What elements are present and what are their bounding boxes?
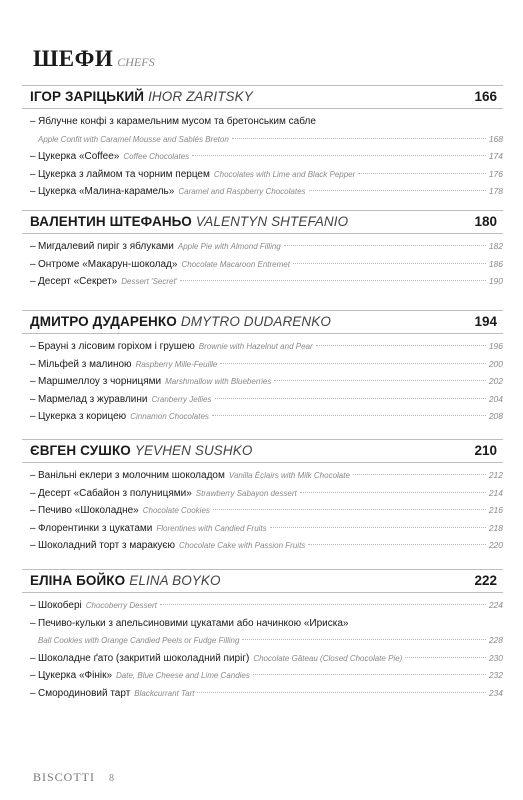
recipe-title-en: Chocoberry Dessert bbox=[85, 601, 157, 610]
recipe-entry[interactable] bbox=[30, 341, 503, 359]
bullet-icon: – bbox=[30, 186, 36, 198]
recipe-title-ua: Цукерка з лаймом та чорним перцем bbox=[38, 168, 210, 180]
recipe-title-en: Chocolate Cookies bbox=[142, 506, 210, 516]
bullet-icon: – bbox=[30, 376, 36, 388]
recipe-page-number: 212 bbox=[488, 470, 503, 480]
recipe-title-ua: Мигдалевий пиріг з яблуками bbox=[38, 241, 174, 252]
recipe-entry[interactable] bbox=[30, 116, 503, 151]
leader-dots bbox=[212, 415, 486, 416]
recipe-list bbox=[30, 241, 503, 294]
page-title-en: CHEFS bbox=[117, 55, 155, 69]
recipe-title-en: Chocolate Gâteau (Closed Chocolate Pie) bbox=[253, 653, 403, 663]
chef-section bbox=[22, 439, 503, 558]
recipe-title-ua: Десерт «Сабайон з полуницями» bbox=[38, 487, 192, 499]
bullet-icon: – bbox=[30, 652, 36, 664]
bullet-icon: – bbox=[30, 505, 36, 517]
leader-dots bbox=[316, 345, 486, 346]
chef-name-en: ELINA BOYKO bbox=[129, 573, 221, 588]
recipe-title-ua: Онтроме «Макарун-шоколад» bbox=[38, 258, 178, 270]
recipe-title-ua: Цукерка з корицею bbox=[38, 411, 127, 423]
recipe-page-number: 204 bbox=[488, 393, 503, 404]
recipe-title-en: Marshmallow with Blueberries bbox=[165, 377, 272, 387]
recipe-title-ua: Цукерка «Фінік» bbox=[38, 670, 113, 682]
recipe-title-en: Dessert 'Secret' bbox=[121, 277, 178, 287]
chef-name bbox=[30, 443, 252, 458]
recipe-title-en: Florentines with Candied Fruits bbox=[156, 523, 267, 533]
recipe-title-ua: Смородиновий тарт bbox=[38, 687, 131, 699]
recipe-title-ua: Яблучне конфі з карамельним мусом та бретонським сабле bbox=[38, 116, 316, 127]
recipe-title-ua: Цукерка «Малина-карамель» bbox=[38, 186, 175, 198]
recipe-title-en: Date, Blue Cheese and Lime Candies bbox=[116, 671, 250, 681]
bullet-icon: – bbox=[30, 487, 36, 499]
chef-header bbox=[22, 210, 503, 234]
chef-page-number: 194 bbox=[474, 314, 497, 329]
recipe-entry[interactable] bbox=[30, 600, 503, 618]
recipe-title-ua: Ванільні еклери з молочним шоколадом bbox=[38, 470, 225, 481]
recipe-entry[interactable] bbox=[30, 618, 503, 653]
bullet-icon: – bbox=[30, 116, 36, 127]
leader-dots bbox=[284, 245, 486, 246]
recipe-page-number: 178 bbox=[488, 186, 503, 197]
leader-dots bbox=[270, 527, 486, 528]
page-title-ua: ШЕФИ bbox=[33, 46, 114, 71]
recipe-title-en: Blackcurrant Tart bbox=[134, 688, 195, 698]
bullet-icon: – bbox=[30, 670, 36, 682]
chef-section bbox=[22, 210, 503, 294]
recipe-title-ua: Печиво-кульки з апельсиновими цукатами або начинкою «Ириска» bbox=[38, 617, 349, 629]
recipe-page-number: 196 bbox=[488, 341, 503, 351]
recipe-title-en: Chocolate Cake with Passion Fruits bbox=[179, 541, 306, 551]
chef-name-ua: ДМИТРО ДУДАРЕНКО bbox=[30, 314, 177, 329]
recipe-entry[interactable] bbox=[30, 259, 503, 277]
recipe-page-number: 208 bbox=[488, 411, 503, 422]
bullet-icon: – bbox=[30, 151, 36, 163]
recipe-title-en: Cinnamon Chocolates bbox=[130, 412, 209, 422]
recipe-title-ua: Мармелад з журавлини bbox=[38, 393, 148, 405]
recipe-page-number: 190 bbox=[488, 276, 503, 287]
recipe-title-ua: Флорентинки з цукатами bbox=[38, 522, 153, 534]
recipe-entry[interactable] bbox=[30, 670, 503, 688]
recipe-page-number: 174 bbox=[488, 151, 503, 162]
chef-page-number: 166 bbox=[474, 89, 497, 104]
chef-name bbox=[30, 573, 221, 588]
recipe-title-en: Brownie with Hazelnut and Pear bbox=[198, 342, 313, 351]
recipe-entry[interactable] bbox=[30, 376, 503, 394]
footer bbox=[33, 768, 114, 786]
leader-dots bbox=[309, 190, 486, 191]
recipe-list bbox=[30, 470, 503, 558]
recipe-title-en: Raspberry Mille-Feuille bbox=[135, 359, 218, 369]
recipe-page-number: 200 bbox=[488, 358, 503, 369]
bullet-icon: – bbox=[30, 687, 36, 699]
recipe-page-number: 202 bbox=[488, 376, 503, 387]
recipe-title-ua: Брауні з лісовим горіхом і грушею bbox=[38, 341, 195, 352]
chef-page-number: 180 bbox=[474, 214, 497, 229]
recipe-title-en: Ball Cookies with Orange Candied Peels or Fudge Filling bbox=[38, 636, 240, 646]
recipe-title-en: Caramel and Raspberry Chocolates bbox=[178, 187, 306, 197]
chef-name-ua: ЄВГЕН СУШКО bbox=[30, 443, 131, 458]
recipe-entry[interactable] bbox=[30, 186, 503, 204]
leader-dots bbox=[253, 674, 486, 675]
chef-name-ua: ВАЛЕНТИН ШТЕФАНЬО bbox=[30, 214, 192, 229]
recipe-page-number: 214 bbox=[488, 487, 503, 498]
bullet-icon: – bbox=[30, 276, 36, 288]
recipe-entry[interactable] bbox=[30, 688, 503, 706]
bullet-icon: – bbox=[30, 241, 36, 252]
recipe-entry[interactable] bbox=[30, 359, 503, 377]
leader-dots bbox=[274, 380, 485, 381]
bullet-icon: – bbox=[30, 411, 36, 423]
recipe-title-en: Strawberry Sabayon dessert bbox=[195, 488, 297, 498]
recipe-list bbox=[30, 600, 503, 706]
chef-name bbox=[30, 89, 253, 104]
leader-dots bbox=[215, 398, 486, 399]
chef-name-en: DMYTRO DUDARENKO bbox=[180, 314, 331, 329]
bullet-icon: – bbox=[30, 358, 36, 370]
recipe-page-number: 176 bbox=[488, 168, 503, 179]
recipe-list bbox=[30, 116, 503, 204]
bullet-icon: – bbox=[30, 600, 36, 611]
chef-section bbox=[22, 569, 503, 706]
leader-dots bbox=[192, 155, 486, 156]
chef-name-en: IHOR ZARITSKY bbox=[148, 89, 253, 104]
recipe-page-number: 230 bbox=[488, 652, 503, 663]
chef-name-en: VALENTYN SHTEFANIO bbox=[195, 214, 349, 229]
recipe-page-number: 218 bbox=[488, 522, 503, 533]
recipe-page-number: 220 bbox=[488, 540, 503, 551]
recipe-title-ua: Десерт «Секрет» bbox=[38, 276, 118, 288]
chef-page-number: 210 bbox=[474, 443, 497, 458]
recipe-entry[interactable] bbox=[30, 276, 503, 294]
recipe-title-ua: Шоколадний торт з маракуєю bbox=[38, 540, 176, 552]
chef-name bbox=[30, 314, 331, 329]
recipe-page-number: 232 bbox=[488, 670, 503, 681]
chef-header bbox=[22, 569, 503, 593]
recipe-list bbox=[30, 341, 503, 429]
recipe-entry[interactable] bbox=[30, 470, 503, 488]
recipe-entry[interactable] bbox=[30, 169, 503, 187]
leader-dots bbox=[405, 657, 486, 658]
chef-header bbox=[22, 439, 503, 463]
recipe-entry[interactable] bbox=[30, 653, 503, 671]
recipe-title-en: Vanilla Éclairs with Milk Chocolate bbox=[228, 471, 350, 480]
recipe-title-en: Chocolate Macaroon Entremet bbox=[181, 259, 290, 269]
bullet-icon: – bbox=[30, 540, 36, 552]
footer-page-number: 8 bbox=[109, 773, 114, 784]
bullet-icon: – bbox=[30, 168, 36, 180]
bullet-icon: – bbox=[30, 470, 36, 481]
recipe-title-ua: Мільфей з малиною bbox=[38, 358, 132, 370]
bullet-icon: – bbox=[30, 393, 36, 405]
recipe-entry[interactable] bbox=[30, 540, 503, 558]
page-title bbox=[33, 46, 155, 72]
leader-dots bbox=[220, 363, 485, 364]
footer-brand: BISCOTTI bbox=[33, 770, 95, 784]
bullet-icon: – bbox=[30, 522, 36, 534]
recipe-page-number: 224 bbox=[488, 600, 503, 610]
chef-name-ua: ІГОР ЗАРІЦЬКИЙ bbox=[30, 89, 145, 104]
recipe-entry[interactable] bbox=[30, 505, 503, 523]
recipe-entry[interactable] bbox=[30, 488, 503, 506]
leader-dots bbox=[300, 492, 486, 493]
leader-dots bbox=[213, 509, 486, 510]
recipe-title-en: Coffee Chocolates bbox=[123, 152, 190, 162]
bullet-icon: – bbox=[30, 617, 36, 629]
recipe-title-en: Chocolates with Lime and Black Pepper bbox=[213, 169, 356, 179]
leader-dots bbox=[293, 263, 486, 264]
chef-section bbox=[22, 85, 503, 204]
recipe-title-ua: Цукерка «Coffee» bbox=[38, 151, 120, 163]
recipe-page-number: 234 bbox=[488, 687, 503, 698]
leader-dots bbox=[242, 639, 485, 640]
leader-dots bbox=[232, 138, 486, 139]
recipe-entry[interactable] bbox=[30, 411, 503, 429]
recipe-title-en: Apple Pie with Almond Filling bbox=[177, 242, 281, 251]
recipe-entry[interactable] bbox=[30, 394, 503, 412]
chef-name-en: YEVHEN SUSHKO bbox=[134, 443, 253, 458]
recipe-title-ua: Шокоберi bbox=[38, 600, 82, 611]
recipe-entry[interactable] bbox=[30, 523, 503, 541]
recipe-entry[interactable] bbox=[30, 151, 503, 169]
recipe-title-en: Apple Confit with Caramel Mousse and Sablés Breton bbox=[38, 134, 229, 144]
recipe-page-number: 216 bbox=[488, 505, 503, 516]
recipe-title-ua: Печиво «Шоколадне» bbox=[38, 505, 139, 517]
chef-page-number: 222 bbox=[474, 573, 497, 588]
recipe-page-number: 168 bbox=[488, 133, 503, 144]
recipe-title-ua: Маршмеллоу з чорницями bbox=[38, 376, 162, 388]
bullet-icon: – bbox=[30, 341, 36, 352]
chef-section bbox=[22, 310, 503, 429]
leader-dots bbox=[358, 173, 486, 174]
recipe-page-number: 182 bbox=[488, 241, 503, 251]
chef-header bbox=[22, 310, 503, 334]
recipe-title-ua: Шоколадне ґато (закритий шоколадний пиріг) bbox=[38, 652, 250, 664]
leader-dots bbox=[160, 604, 486, 605]
leader-dots bbox=[308, 544, 486, 545]
recipe-title-en: Cranberry Jellies bbox=[151, 394, 212, 404]
bullet-icon: – bbox=[30, 258, 36, 270]
recipe-entry[interactable] bbox=[30, 241, 503, 259]
leader-dots bbox=[353, 474, 486, 475]
recipe-page-number: 186 bbox=[488, 258, 503, 269]
recipe-page-number: 228 bbox=[488, 635, 503, 646]
chef-header bbox=[22, 85, 503, 109]
leader-dots bbox=[180, 280, 486, 281]
chef-name-ua: ЕЛІНА БОЙКО bbox=[30, 573, 126, 588]
chef-name bbox=[30, 214, 348, 229]
leader-dots bbox=[197, 692, 485, 693]
